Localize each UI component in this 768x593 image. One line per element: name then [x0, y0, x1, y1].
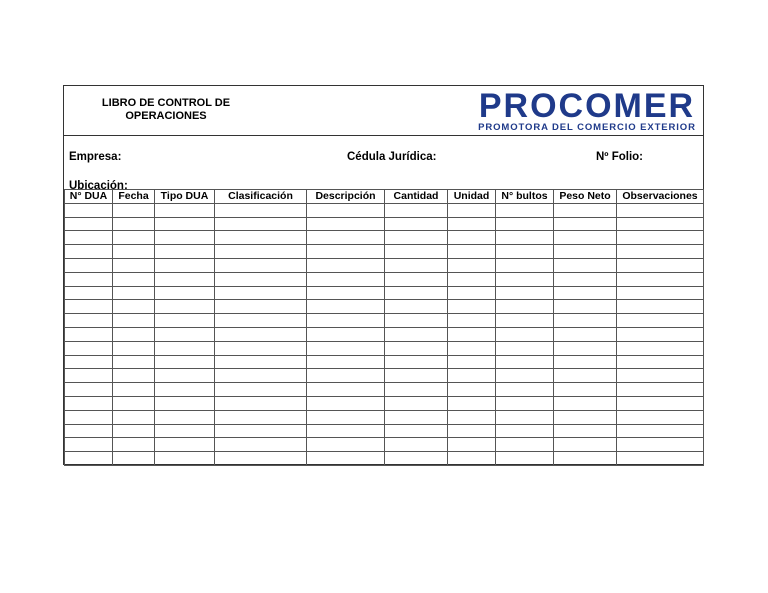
table-cell[interactable]: [215, 314, 307, 328]
table-cell[interactable]: [155, 203, 215, 217]
table-cell[interactable]: [554, 327, 617, 341]
table-cell[interactable]: [554, 300, 617, 314]
table-cell[interactable]: [307, 258, 385, 272]
table-cell[interactable]: [215, 217, 307, 231]
ubicacion-label: Ubicación:: [69, 180, 128, 192]
table-row: [65, 438, 704, 452]
table-cell[interactable]: [65, 424, 113, 438]
table-cell[interactable]: [155, 272, 215, 286]
table-cell[interactable]: [617, 231, 704, 245]
table-cell[interactable]: [496, 217, 554, 231]
table-cell[interactable]: [65, 231, 113, 245]
table-cell[interactable]: [496, 369, 554, 383]
table-cell[interactable]: [554, 452, 617, 466]
table-cell[interactable]: [554, 217, 617, 231]
table-cell[interactable]: [155, 258, 215, 272]
table-cell[interactable]: [496, 203, 554, 217]
table-cell[interactable]: [554, 355, 617, 369]
table-cell[interactable]: [113, 438, 155, 452]
table-cell[interactable]: [385, 245, 448, 259]
table-cell[interactable]: [617, 258, 704, 272]
table-cell[interactable]: [113, 217, 155, 231]
table-cell[interactable]: [113, 245, 155, 259]
table-cell[interactable]: [496, 272, 554, 286]
table-cell[interactable]: [617, 314, 704, 328]
table-cell[interactable]: [113, 203, 155, 217]
book-title: [96, 97, 236, 123]
table-cell[interactable]: [448, 286, 496, 300]
table-cell[interactable]: [385, 231, 448, 245]
table-cell[interactable]: [617, 410, 704, 424]
table-cell[interactable]: [215, 424, 307, 438]
table-cell[interactable]: [385, 300, 448, 314]
table-cell[interactable]: [65, 383, 113, 397]
table-cell[interactable]: [448, 355, 496, 369]
table-cell[interactable]: [496, 231, 554, 245]
table-cell[interactable]: [554, 383, 617, 397]
table-cell[interactable]: [215, 396, 307, 410]
table-cell[interactable]: [65, 438, 113, 452]
table-cell[interactable]: [385, 217, 448, 231]
table-cell[interactable]: [496, 438, 554, 452]
operations-control-sheet: [63, 85, 704, 465]
table-cell[interactable]: [496, 355, 554, 369]
table-cell[interactable]: [113, 383, 155, 397]
table-cell[interactable]: [215, 452, 307, 466]
table-row: [65, 410, 704, 424]
table-cell[interactable]: [496, 245, 554, 259]
table-cell[interactable]: [617, 327, 704, 341]
table-row: [65, 369, 704, 383]
table-cell[interactable]: [155, 327, 215, 341]
table-cell[interactable]: [155, 410, 215, 424]
table-cell[interactable]: [155, 314, 215, 328]
column-header: Unidad: [448, 190, 496, 204]
table-row: [65, 314, 704, 328]
table-cell[interactable]: [554, 314, 617, 328]
table-cell[interactable]: [65, 341, 113, 355]
column-header: Clasificación: [215, 190, 307, 204]
table-row: [65, 258, 704, 272]
table-cell[interactable]: [215, 341, 307, 355]
table-cell[interactable]: [65, 300, 113, 314]
table-row: [65, 300, 704, 314]
table-cell[interactable]: [307, 355, 385, 369]
table-cell[interactable]: [554, 245, 617, 259]
table-cell[interactable]: [113, 327, 155, 341]
table-row: [65, 424, 704, 438]
table-cell[interactable]: [617, 286, 704, 300]
table-cell[interactable]: [155, 355, 215, 369]
sheet-header: [64, 86, 703, 136]
table-cell[interactable]: [617, 383, 704, 397]
table-cell[interactable]: [617, 217, 704, 231]
operations-table: [64, 189, 704, 466]
table-cell[interactable]: [155, 396, 215, 410]
table-cell[interactable]: [448, 369, 496, 383]
table-row: [65, 452, 704, 466]
column-header: Fecha: [113, 190, 155, 204]
table-row: [65, 396, 704, 410]
table-cell[interactable]: [113, 286, 155, 300]
table-cell[interactable]: [65, 327, 113, 341]
table-cell[interactable]: [307, 203, 385, 217]
table-cell[interactable]: [307, 300, 385, 314]
empresa-label: Empresa:: [69, 151, 122, 163]
table-cell[interactable]: [113, 300, 155, 314]
table-cell[interactable]: [215, 286, 307, 300]
table-cell[interactable]: [113, 341, 155, 355]
table-cell[interactable]: [554, 272, 617, 286]
column-header: Cantidad: [385, 190, 448, 204]
table-cell[interactable]: [448, 438, 496, 452]
table-cell[interactable]: [496, 341, 554, 355]
table-header-row: [65, 190, 704, 204]
column-header: N° bultos: [496, 190, 554, 204]
table-cell[interactable]: [617, 424, 704, 438]
table-cell[interactable]: [617, 272, 704, 286]
table-row: [65, 217, 704, 231]
table-cell[interactable]: [65, 314, 113, 328]
table-cell[interactable]: [617, 369, 704, 383]
table-cell[interactable]: [385, 314, 448, 328]
table-cell[interactable]: [307, 327, 385, 341]
table-cell[interactable]: [448, 327, 496, 341]
table-cell[interactable]: [65, 286, 113, 300]
table-cell[interactable]: [307, 341, 385, 355]
table-row: [65, 327, 704, 341]
table-cell[interactable]: [113, 355, 155, 369]
table-cell[interactable]: [307, 369, 385, 383]
table-cell[interactable]: [448, 245, 496, 259]
table-cell[interactable]: [65, 452, 113, 466]
column-header: Descripción: [307, 190, 385, 204]
table-cell[interactable]: [215, 355, 307, 369]
table-cell[interactable]: [496, 383, 554, 397]
table-cell[interactable]: [215, 369, 307, 383]
table-cell[interactable]: [215, 300, 307, 314]
table-row: [65, 245, 704, 259]
table-cell[interactable]: [448, 272, 496, 286]
table-cell[interactable]: [155, 383, 215, 397]
table-cell[interactable]: [617, 438, 704, 452]
table-cell[interactable]: [155, 245, 215, 259]
column-header: N° DUA: [65, 190, 113, 204]
table-cell[interactable]: [215, 231, 307, 245]
table-cell[interactable]: [113, 369, 155, 383]
table-cell[interactable]: [155, 300, 215, 314]
table-cell[interactable]: [617, 396, 704, 410]
table-cell[interactable]: [617, 245, 704, 259]
table-cell[interactable]: [307, 286, 385, 300]
table-cell[interactable]: [385, 286, 448, 300]
table-cell[interactable]: [385, 355, 448, 369]
logo-subtitle: PROMOTORA DEL COMERCIO EXTERIOR: [478, 122, 696, 133]
table-cell[interactable]: [385, 410, 448, 424]
folio-label: Nº Folio:: [596, 151, 643, 163]
table-cell[interactable]: [307, 424, 385, 438]
table-cell[interactable]: [385, 327, 448, 341]
column-header: Observaciones: [617, 190, 704, 204]
table-cell[interactable]: [155, 452, 215, 466]
table-cell[interactable]: [113, 424, 155, 438]
table-cell[interactable]: [155, 217, 215, 231]
table-cell[interactable]: [496, 314, 554, 328]
table-cell[interactable]: [307, 217, 385, 231]
table-cell[interactable]: [448, 383, 496, 397]
table-cell[interactable]: [215, 383, 307, 397]
table-cell[interactable]: [617, 452, 704, 466]
table-cell[interactable]: [113, 452, 155, 466]
table-cell[interactable]: [215, 245, 307, 259]
table-cell[interactable]: [554, 341, 617, 355]
table-row: [65, 231, 704, 245]
table-cell[interactable]: [113, 410, 155, 424]
table-cell[interactable]: [215, 258, 307, 272]
table-cell[interactable]: [496, 424, 554, 438]
table-cell[interactable]: [448, 410, 496, 424]
table-cell[interactable]: [155, 231, 215, 245]
table-cell[interactable]: [65, 272, 113, 286]
table-cell[interactable]: [155, 424, 215, 438]
table-cell[interactable]: [617, 300, 704, 314]
table-cell[interactable]: [448, 452, 496, 466]
table-cell[interactable]: [113, 231, 155, 245]
table-cell[interactable]: [554, 396, 617, 410]
table-cell[interactable]: [554, 369, 617, 383]
table-cell[interactable]: [215, 410, 307, 424]
table-cell[interactable]: [554, 231, 617, 245]
table-cell[interactable]: [155, 341, 215, 355]
table-cell[interactable]: [385, 452, 448, 466]
table-cell[interactable]: [307, 314, 385, 328]
table-cell[interactable]: [65, 355, 113, 369]
table-cell[interactable]: [385, 438, 448, 452]
table-row: [65, 355, 704, 369]
table-cell[interactable]: [554, 438, 617, 452]
table-cell[interactable]: [215, 438, 307, 452]
table-cell[interactable]: [113, 258, 155, 272]
book-title-line-1: LIBRO DE CONTROL DE: [101, 97, 231, 109]
table-cell[interactable]: [155, 286, 215, 300]
table-cell[interactable]: [385, 396, 448, 410]
procomer-logo: [474, 87, 702, 133]
table-row: [65, 272, 704, 286]
table-cell[interactable]: [496, 300, 554, 314]
table-cell[interactable]: [65, 410, 113, 424]
table-cell[interactable]: [155, 369, 215, 383]
table-cell[interactable]: [113, 272, 155, 286]
table-cell[interactable]: [307, 410, 385, 424]
table-body: [65, 203, 704, 465]
table-cell[interactable]: [307, 231, 385, 245]
logo-wordmark: PROCOMER: [478, 87, 696, 125]
table-cell[interactable]: [496, 396, 554, 410]
table-cell[interactable]: [385, 383, 448, 397]
table-cell[interactable]: [496, 452, 554, 466]
table-cell[interactable]: [554, 410, 617, 424]
table-cell[interactable]: [496, 286, 554, 300]
table-cell[interactable]: [448, 424, 496, 438]
table-cell[interactable]: [496, 327, 554, 341]
table-cell[interactable]: [65, 258, 113, 272]
table-row: [65, 286, 704, 300]
table-cell[interactable]: [113, 396, 155, 410]
table-cell[interactable]: [617, 203, 704, 217]
table-cell[interactable]: [617, 355, 704, 369]
table-cell[interactable]: [496, 410, 554, 424]
table-cell[interactable]: [448, 341, 496, 355]
column-header: Tipo DUA: [155, 190, 215, 204]
table-cell[interactable]: [385, 203, 448, 217]
table-row: [65, 203, 704, 217]
table-cell[interactable]: [65, 245, 113, 259]
table-cell[interactable]: [448, 300, 496, 314]
table-cell[interactable]: [307, 438, 385, 452]
table-cell[interactable]: [448, 258, 496, 272]
table-cell[interactable]: [448, 314, 496, 328]
table-cell[interactable]: [113, 314, 155, 328]
table-cell[interactable]: [385, 424, 448, 438]
table-cell[interactable]: [496, 258, 554, 272]
table-cell[interactable]: [554, 286, 617, 300]
table-cell[interactable]: [65, 217, 113, 231]
table-cell[interactable]: [155, 438, 215, 452]
table-cell[interactable]: [385, 369, 448, 383]
book-title-line-2: OPERACIONES: [125, 110, 207, 122]
table-cell[interactable]: [448, 217, 496, 231]
table-cell[interactable]: [385, 258, 448, 272]
table-cell[interactable]: [385, 272, 448, 286]
table-cell[interactable]: [215, 272, 307, 286]
table-cell[interactable]: [448, 203, 496, 217]
table-row: [65, 341, 704, 355]
table-cell[interactable]: [617, 341, 704, 355]
table-cell[interactable]: [448, 231, 496, 245]
table-cell[interactable]: [554, 203, 617, 217]
table-cell[interactable]: [307, 383, 385, 397]
cedula-juridica-label: Cédula Jurídica:: [347, 151, 437, 163]
column-header: Peso Neto: [554, 190, 617, 204]
table-cell[interactable]: [307, 396, 385, 410]
table-row: [65, 383, 704, 397]
table-cell[interactable]: [554, 258, 617, 272]
table-cell[interactable]: [215, 327, 307, 341]
table-cell[interactable]: [307, 452, 385, 466]
table-cell[interactable]: [307, 272, 385, 286]
table-cell[interactable]: [385, 341, 448, 355]
table-cell[interactable]: [65, 396, 113, 410]
table-cell[interactable]: [65, 369, 113, 383]
table-cell[interactable]: [307, 245, 385, 259]
table-cell[interactable]: [65, 203, 113, 217]
table-cell[interactable]: [554, 424, 617, 438]
table-cell[interactable]: [215, 203, 307, 217]
table-cell[interactable]: [448, 396, 496, 410]
